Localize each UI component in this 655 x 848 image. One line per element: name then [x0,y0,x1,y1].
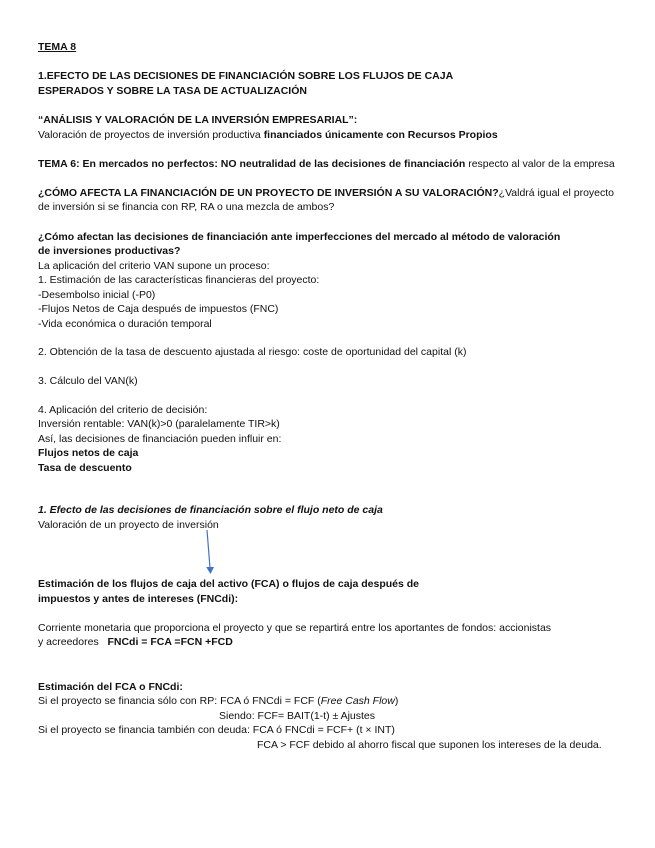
deuda-line: Si el proyecto se financia también con deuda: FCA ó FNCdi = FCF+ (t × INT) [38,724,395,736]
influence-discount-rate: Tasa de descuento [38,462,132,474]
formula-fncdi: FNCdi = FCA =FCN +FCD [107,636,233,648]
fca-greater-line: FCA > FCF debido al ahorro fiscal que suponen los intereses de la deuda. [257,739,602,751]
fca-title: Estimación del FCA o FNCdi: [38,681,183,693]
step4-b: Así, las decisiones de financiación pueden influir en: [38,433,282,445]
analisis-line [38,129,498,142]
tema6-line [38,158,615,171]
section-heading-line2: ESPERADOS Y SOBRE LA TASA DE ACTUALIZACIÓN [38,85,307,97]
estimation-line2: impuestos y antes de intereses (FNCdi): [38,593,239,605]
question1-line2: de inversión si se financia con RP, RA o una mezcla de ambos? [38,201,335,213]
question2-line1: ¿Cómo afectan las decisiones de financiación ante imperfecciones del mercado al método de valoración [38,231,561,243]
step3: 3. Cálculo del VAN(k) [38,375,138,387]
step4-a: Inversión rentable: VAN(k)>0 (paralelamente TIR>k) [38,418,280,430]
rp-normal: Si el proyecto se financia sólo con RP: FCA ó FNCdi = FCF ( [38,695,321,707]
corriente-line1: Corriente monetaria que proporciona el proyecto y que se repartirá entre los aportantes de fondos: accionistas [38,622,552,634]
rp-italic: Free Cash Flow [320,695,395,707]
question1-normal: ¿Valdrá igual el proyecto [498,187,615,199]
question1-line1 [38,187,614,200]
step2: 2. Obtención de la tasa de descuento ajustada al riesgo: coste de oportunidad del capital (k) [38,346,467,358]
rp-line [38,695,398,708]
analisis-title: “ANÁLISIS Y VALORACIÓN DE LA INVERSIÓN EMPRESARIAL”: [38,114,358,126]
section-heading-line1: 1.EFECTO DE LAS DECISIONES DE FINANCIACIÓN SOBRE LOS FLUJOS DE CAJA [38,70,454,82]
step4: 4. Aplicación del criterio de decisión: [38,404,208,416]
tema-heading: TEMA 8 [38,41,77,53]
down-arrow-icon [196,528,220,576]
tema6-normal: respecto al valor de la empresa [465,158,615,170]
rp-close: ) [394,695,399,707]
influence-cash-flows: Flujos netos de caja [38,447,139,459]
section1-title: 1. Efecto de las decisiones de financiación sobre el flujo neto de caja [38,504,383,516]
tema6-bold: TEMA 6: En mercados no perfectos: NO neutralidad de las decisiones de financiación [38,158,466,170]
step1: 1. Estimación de las características financieras del proyecto: [38,274,320,286]
question2-line2: de inversiones productivas? [38,245,181,257]
estimation-line1: Estimación de los flujos de caja del activo (FCA) o flujos de caja después de [38,578,420,590]
step1-a: -Desembolso inicial (-P0) [38,289,156,301]
step1-b: -Flujos Netos de Caja después de impuestos (FNC) [38,303,279,315]
section1-subtitle: Valoración de un proyecto de inversión [38,519,219,531]
siendo-line: Siendo: FCF= BAIT(1-t) ± Ajustes [219,710,376,722]
van-intro: La aplicación del criterio VAN supone un proceso: [38,260,270,272]
analisis-normal: Valoración de proyectos de inversión productiva [38,129,264,141]
corriente-line2 [38,636,233,649]
question1-bold: ¿CÓMO AFECTA LA FINANCIACIÓN DE UN PROYECTO DE INVERSIÓN A SU VALORACIÓN? [38,187,499,199]
step1-c: -Vida económica o duración temporal [38,318,212,330]
corriente-normal: y acreedores [38,636,108,648]
analisis-bold: financiados únicamente con Recursos Propios [263,129,498,141]
